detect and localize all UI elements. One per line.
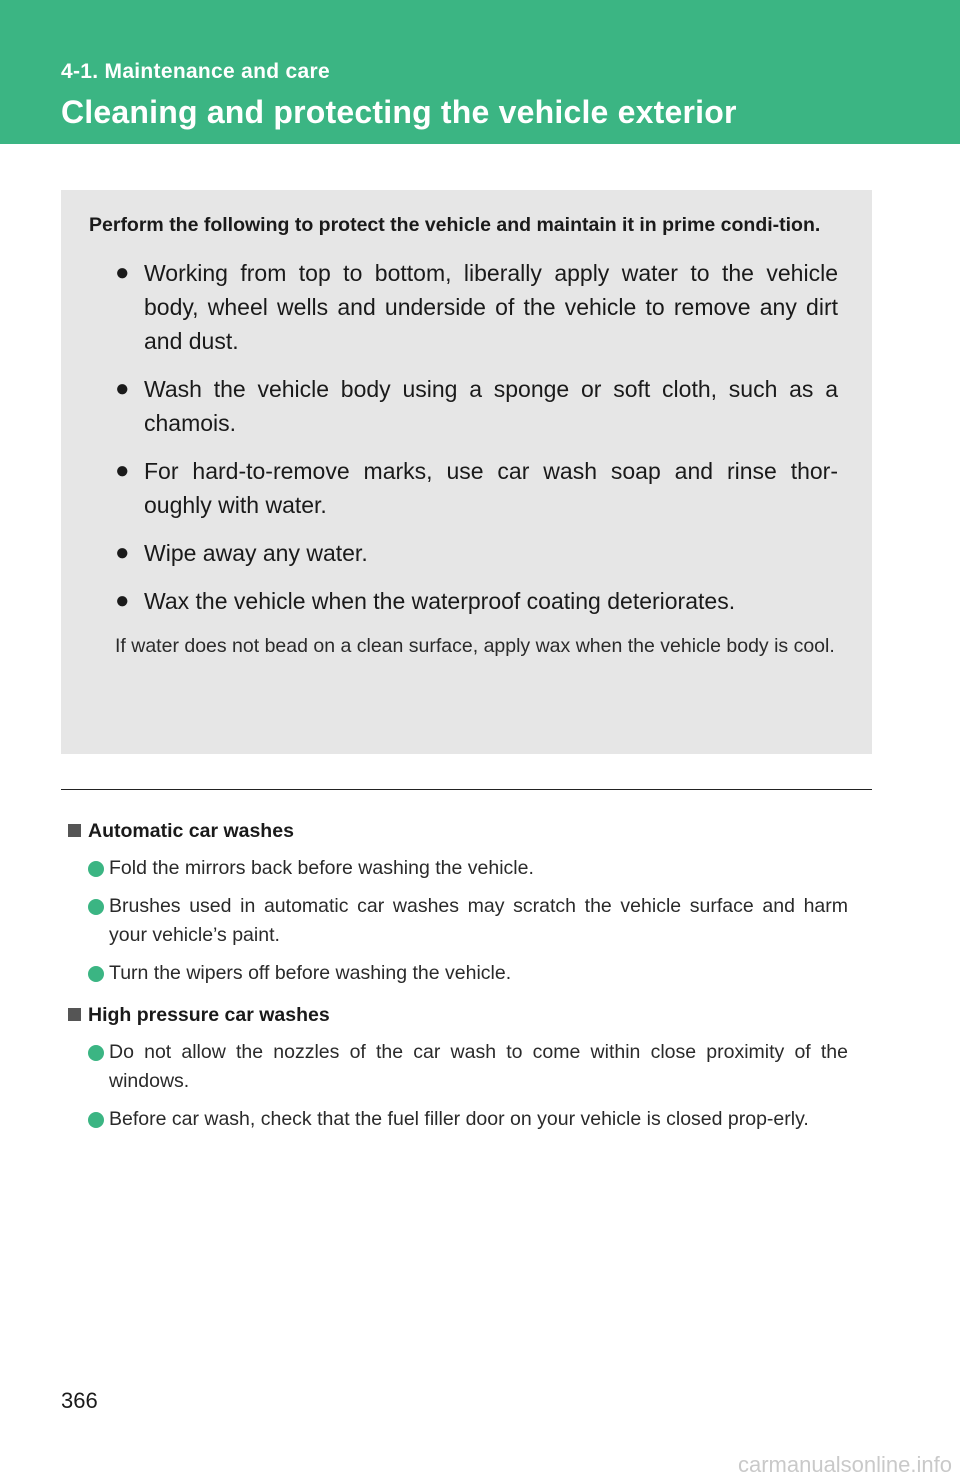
steps-list bbox=[89, 256, 838, 618]
divider bbox=[61, 789, 872, 790]
bullet-icon: ● bbox=[115, 539, 130, 566]
list-item bbox=[115, 454, 838, 522]
list-item bbox=[88, 1105, 848, 1134]
watermark: carmanualsonline.info bbox=[737, 1452, 952, 1477]
bullet-icon: ● bbox=[115, 457, 130, 484]
step-text: For hard-to-remove marks, use car wash soap and rinse thor-oughly with water. bbox=[144, 458, 838, 518]
heading-text: Automatic car washes bbox=[88, 820, 294, 842]
item-text: Fold the mirrors back before washing the vehicle. bbox=[109, 857, 534, 879]
square-bullet-icon bbox=[68, 1008, 81, 1021]
high-pressure-car-washes-section bbox=[68, 1000, 848, 1143]
heading-text: High pressure car washes bbox=[88, 1004, 330, 1026]
automatic-car-washes-section bbox=[68, 816, 848, 997]
section-heading bbox=[68, 816, 848, 846]
step-text: Working from top to bottom, liberally apply water to the vehicle body, wheel wells and underside of the vehicle to remove any dirt and dust. bbox=[144, 260, 838, 354]
circle-bullet-icon bbox=[88, 1045, 104, 1061]
circle-bullet-icon bbox=[88, 899, 104, 915]
header-bar bbox=[0, 0, 960, 144]
wax-note: If water does not bead on a clean surface, apply wax when the vehicle body is cool. bbox=[115, 635, 835, 657]
list-item bbox=[88, 1038, 848, 1096]
list-item bbox=[88, 854, 848, 883]
info-box bbox=[61, 190, 872, 754]
list-item bbox=[115, 372, 838, 440]
automatic-car-washes-list bbox=[68, 854, 848, 988]
item-text: Turn the wipers off before washing the vehicle. bbox=[109, 962, 512, 984]
bullet-icon: ● bbox=[115, 259, 130, 286]
bullet-icon: ● bbox=[115, 375, 130, 402]
circle-bullet-icon bbox=[88, 966, 104, 982]
step-text: Wax the vehicle when the waterproof coating deteriorates. bbox=[144, 588, 736, 614]
high-pressure-car-washes-list bbox=[68, 1038, 848, 1134]
list-item bbox=[115, 256, 838, 358]
intro-text: Perform the following to protect the vehicle and maintain it in prime condi-tion. bbox=[89, 214, 821, 236]
list-item bbox=[115, 584, 838, 618]
page-number: 366 bbox=[61, 1388, 98, 1413]
list-item bbox=[88, 959, 848, 988]
bullet-icon: ● bbox=[115, 587, 130, 614]
list-item bbox=[115, 536, 838, 570]
section-heading bbox=[68, 1000, 848, 1030]
item-text: Brushes used in automatic car washes may scratch the vehicle surface and harm your vehicle’s paint. bbox=[109, 895, 848, 946]
circle-bullet-icon bbox=[88, 861, 104, 877]
list-item bbox=[88, 892, 848, 950]
item-text: Do not allow the nozzles of the car wash to come within close proximity of the windows. bbox=[109, 1041, 848, 1092]
circle-bullet-icon bbox=[88, 1112, 104, 1128]
step-text: Wipe away any water. bbox=[144, 540, 368, 566]
square-bullet-icon bbox=[68, 824, 81, 837]
page-title: Cleaning and protecting the vehicle exterior bbox=[61, 94, 737, 130]
item-text: Before car wash, check that the fuel filler door on your vehicle is closed prop-erly. bbox=[109, 1108, 809, 1130]
step-text: Wash the vehicle body using a sponge or soft cloth, such as a chamois. bbox=[144, 376, 838, 436]
section-label: 4-1. Maintenance and care bbox=[61, 60, 330, 83]
